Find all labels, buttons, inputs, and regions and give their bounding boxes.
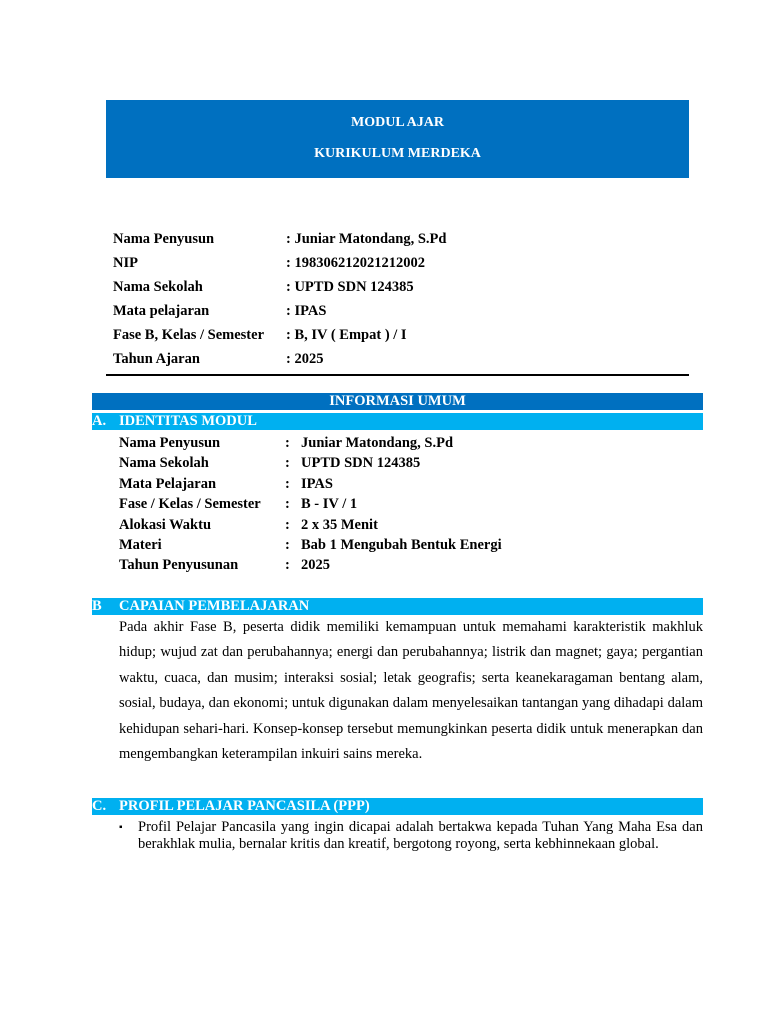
- section-title: CAPAIAN PEMBELAJARAN: [119, 598, 310, 614]
- section-title: IDENTITAS MODUL: [119, 413, 257, 429]
- info-row: [113, 349, 446, 373]
- ident-colon: :: [285, 557, 290, 574]
- info-label: NIP: [113, 255, 138, 271]
- ident-colon: :: [285, 435, 290, 451]
- bullet-icon: ▪: [119, 822, 123, 833]
- ident-value: UPTD SDN 124385: [301, 455, 421, 472]
- divider-line: [106, 374, 689, 376]
- info-value: : B, IV ( Empat ) / I: [286, 327, 407, 343]
- informasi-umum-heading: INFORMASI UMUM: [92, 393, 703, 410]
- ident-value: B - IV / 1: [301, 496, 358, 513]
- section-title: PROFIL PELAJAR PANCASILA (PPP): [119, 798, 370, 814]
- capaian-paragraph: Pada akhir Fase B, peserta didik memiliki kemampuan untuk memahami karakteristik makhluk hidup; wujud zat dan perubahannya; energi dan perubahannya; listrik dan magnet; gaya; pergantian waktu, cuaca, dan musim; interaksi sosial; letak geografis; serta keanekaragaman bentang alam, sosial, budaya, dan ekonomi; untuk digunakan dalam menyelesaikan tantangan yang dihadapi dalam kehidupan sehari-hari. Konsep-konsep tersebut memungkinkan peserta didik untuk menerapkan dan mengembangkan keterampilan inkuiri sains mereka.: [119, 619, 703, 763]
- info-value: : 2025: [286, 351, 324, 367]
- ident-colon: :: [285, 496, 290, 513]
- ident-label: Fase / Kelas / Semester: [119, 496, 261, 513]
- info-label: Mata pelajaran: [113, 303, 210, 319]
- ident-row: [119, 494, 502, 514]
- ident-value: Juniar Matondang, S.Pd: [301, 435, 454, 451]
- section-a-heading: [92, 413, 703, 430]
- section-b-heading: [92, 598, 703, 615]
- info-value: : 198306212021212002: [286, 255, 425, 271]
- info-value: : IPAS: [286, 303, 327, 319]
- title-line-1: MODUL AJAR: [351, 115, 444, 130]
- info-row: [113, 253, 446, 277]
- ident-row: [119, 555, 502, 575]
- info-label: Nama Sekolah: [113, 279, 203, 295]
- info-row: [113, 229, 446, 253]
- ident-label: Mata Pelajaran: [119, 475, 217, 492]
- ident-row: [119, 433, 502, 453]
- info-row: [113, 325, 446, 349]
- ident-value: 2025: [301, 557, 330, 574]
- ident-colon: :: [285, 536, 290, 553]
- info-value: : UPTD SDN 124385: [286, 279, 414, 295]
- ident-colon: :: [285, 475, 290, 492]
- ppp-list-item: [119, 819, 703, 853]
- info-label: Fase B, Kelas / Semester: [113, 327, 265, 343]
- ident-value: IPAS: [301, 475, 333, 492]
- ident-row: [119, 515, 502, 535]
- ident-label: Alokasi Waktu: [119, 516, 212, 533]
- ident-row: [119, 453, 502, 473]
- title-line-2: KURIKULUM MERDEKA: [314, 146, 481, 161]
- section-letter: A.: [92, 413, 107, 429]
- ident-label: Nama Penyusun: [119, 435, 221, 451]
- ident-row: [119, 474, 502, 494]
- section-letter: B: [92, 598, 102, 614]
- ident-colon: :: [285, 455, 290, 472]
- identitas-modul-table: [119, 433, 502, 576]
- ident-label: Nama Sekolah: [119, 455, 209, 472]
- ident-label: Tahun Penyusunan: [119, 557, 239, 574]
- section-c-heading: [92, 798, 703, 815]
- info-label: Nama Penyusun: [113, 231, 215, 247]
- ident-value: Bab 1 Mengubah Bentuk Energi: [301, 536, 502, 553]
- section-letter: C.: [92, 798, 107, 814]
- cover-info-table: [113, 229, 446, 373]
- ident-colon: :: [285, 516, 290, 533]
- ident-row: [119, 535, 502, 555]
- info-label: Tahun Ajaran: [113, 351, 200, 367]
- ident-value: 2 x 35 Menit: [301, 516, 378, 533]
- info-value: : Juniar Matondang, S.Pd: [286, 231, 447, 247]
- ident-label: Materi: [119, 536, 162, 553]
- title-banner: [106, 100, 689, 178]
- info-row: [113, 277, 446, 301]
- ppp-item-text: Profil Pelajar Pancasila yang ingin dicapai adalah bertakwa kepada Tuhan Yang Maha Esa dan berakhlak mulia, bernalar kritis dan kreatif, bergotong royong, serta kebhinnekaan global.: [138, 819, 703, 852]
- info-row: [113, 301, 446, 325]
